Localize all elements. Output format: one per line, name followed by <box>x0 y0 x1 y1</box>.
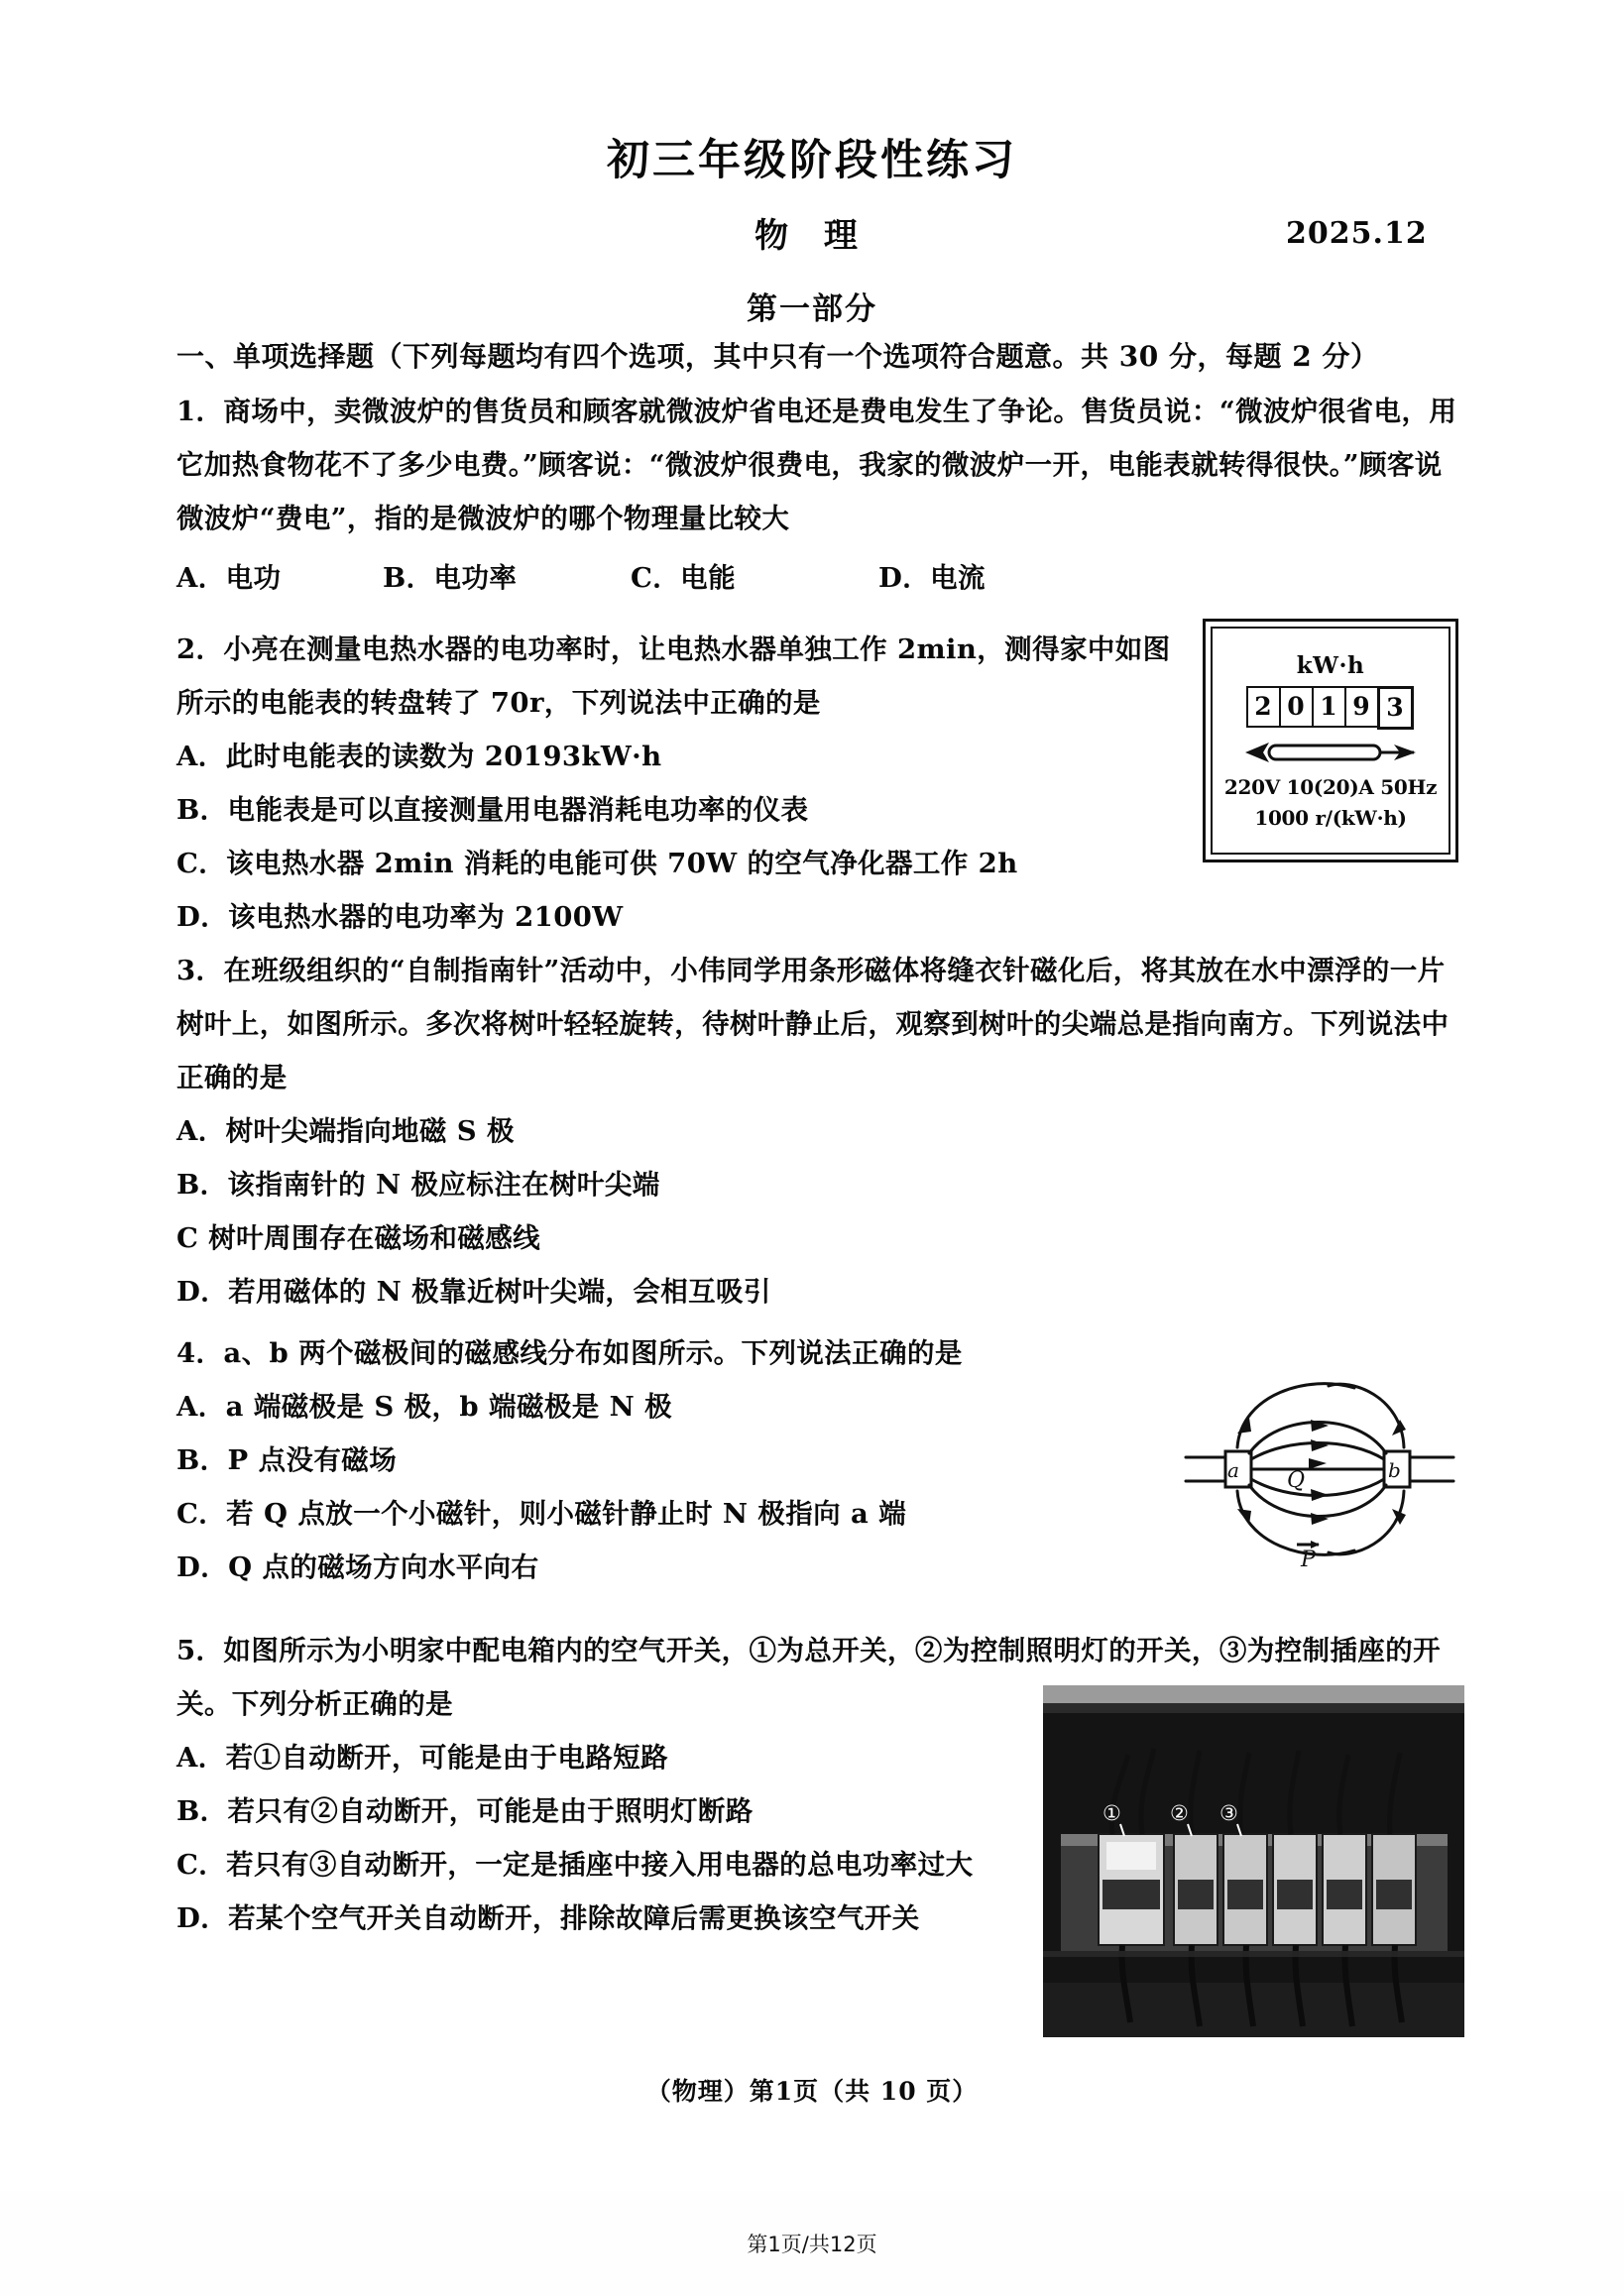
question-1-option-b[interactable]: B．电功率 <box>383 562 518 594</box>
question-3 <box>176 944 1470 1319</box>
question-5-options <box>176 1731 1049 1945</box>
question-1-option-c[interactable]: C．电能 <box>631 562 736 594</box>
question-1-stem: 1．商场中，卖微波炉的售货员和顾客就微波炉省电还是费电发生了争论。售货员说：“微波炉很省电，用它加热食物花不了多少电费。”顾客说：“微波炉很费电，我家的微波炉一开，电能表就转得很快。”顾客说微波炉“费电”，指的是微波炉的哪个物理量比较大 <box>176 396 1457 534</box>
question-3-options <box>176 1104 1470 1319</box>
part-heading: 第一部分 <box>747 291 877 327</box>
question-2-stem: 2．小亮在测量电热水器的电功率时，让电热水器单独工作 2min，测得家中如图所示的电能表的转盘转了 70r，下列说法中正确的是 <box>176 633 1171 719</box>
photo-label-1: ① <box>1102 1801 1121 1825</box>
question-5-stem: 5．如图所示为小明家中配电箱内的空气开关，①为总开关，②为控制照明灯的开关，③为控制插座的开关。下列分析正确的是 <box>176 1635 1442 1720</box>
question-2-option-b[interactable]: B．电能表是可以直接测量用电器消耗电功率的仪表 <box>176 794 809 826</box>
photo-label-2: ② <box>1170 1801 1189 1825</box>
meter-spec-line-1: 220V 10(20)A 50Hz <box>1223 774 1438 799</box>
point-label-q: Q <box>1287 1468 1306 1493</box>
meter-digit: 0 <box>1279 686 1314 728</box>
question-3-option-b[interactable]: B．该指南针的 N 极应标注在树叶尖端 <box>176 1169 660 1201</box>
question-5-option-a[interactable]: A．若①自动断开，可能是由于电路短路 <box>176 1742 669 1774</box>
question-2-option-a[interactable]: A．此时电能表的读数为 20193kW·h <box>176 741 662 772</box>
question-3-option-d[interactable]: D．若用磁体的 N 极靠近树叶尖端，会相互吸引 <box>176 1276 771 1308</box>
question-1 <box>176 385 1465 605</box>
question-1-option-d[interactable]: D．电流 <box>878 562 986 594</box>
question-4-stem: 4．a、b 两个磁极间的磁感线分布如图所示。下列说法正确的是 <box>176 1337 963 1369</box>
question-4-option-d[interactable]: D．Q 点的磁场方向水平向右 <box>176 1551 539 1583</box>
meter-digit: 9 <box>1344 686 1379 728</box>
meter-digit: 1 <box>1312 686 1346 728</box>
question-4-option-b[interactable]: B．P 点没有磁场 <box>176 1444 398 1476</box>
question-3-option-a[interactable]: A．树叶尖端指向地磁 S 极 <box>176 1115 515 1147</box>
question-4 <box>176 1326 1168 1594</box>
question-2 <box>176 623 1178 944</box>
electric-meter-figure <box>1203 619 1458 862</box>
question-5-option-b[interactable]: B．若只有②自动断开，可能是由于照明灯断路 <box>176 1795 754 1827</box>
question-3-stem: 3．在班级组织的“自制指南针”活动中，小伟同学用条形磁体将缝衣针磁化后，将其放在水中漂浮的一片树叶上，如图所示。多次将树叶轻轻旋转，待树叶静止后，观察到树叶的尖端总是指向南方。下列说法中正确的是 <box>176 955 1450 1093</box>
viewer-page-indicator: 第1页/共12页 <box>747 2233 877 2256</box>
point-label-p: P <box>1301 1548 1316 1572</box>
question-2-option-c[interactable]: C．该电热水器 2min 消耗的电能可供 70W 的空气净化器工作 2h <box>176 848 1018 879</box>
page-title: 初三年级阶段性练习 <box>607 136 1017 185</box>
question-2-options <box>176 730 1178 944</box>
distribution-box-photo <box>1043 1685 1464 2037</box>
page-number-footer: （物理）第1页（共 10 页） <box>645 2077 979 2106</box>
pole-label-b: b <box>1388 1458 1401 1482</box>
question-2-option-d[interactable]: D．该电热水器的电功率为 2100W <box>176 901 624 933</box>
meter-unit-label: kW·h <box>1296 651 1365 679</box>
meter-digit-decimal: 3 <box>1377 686 1414 730</box>
magnetic-field-figure <box>1180 1360 1462 1578</box>
question-5-option-d[interactable]: D．若某个空气开关自动断开，排除故障后需更换该空气开关 <box>176 1902 920 1934</box>
question-1-options <box>176 551 1465 605</box>
section-instruction: 一、单项选择题（下列每题均有四个选项，其中只有一个选项符合题意。共 30 分，每题 2 分） <box>176 340 1379 373</box>
question-4-option-c[interactable]: C．若 Q 点放一个小磁针，则小磁针静止时 N 极指向 a 端 <box>176 1498 907 1530</box>
meter-dial-icon <box>1243 740 1418 765</box>
pole-label-a: a <box>1227 1458 1239 1482</box>
subject-label: 物 理 <box>754 216 870 256</box>
meter-digit-display <box>1248 686 1414 730</box>
question-4-options <box>176 1380 1168 1594</box>
electric-meter-body <box>1211 627 1450 855</box>
meter-spec-line-2: 1000 r/(kW·h) <box>1254 805 1407 830</box>
meter-digit: 2 <box>1246 686 1281 728</box>
question-1-option-a[interactable]: A．电功 <box>176 562 282 594</box>
photo-label-3: ③ <box>1219 1801 1238 1825</box>
question-4-option-a[interactable]: A．a 端磁极是 S 极，b 端磁极是 N 极 <box>176 1391 673 1423</box>
question-3-option-c[interactable]: C 树叶周围存在磁场和磁感线 <box>176 1222 541 1254</box>
question-5-option-c[interactable]: C．若只有③自动断开，一定是插座中接入用电器的总电功率过大 <box>176 1849 974 1881</box>
exam-date: 2025.12 <box>1286 216 1428 251</box>
